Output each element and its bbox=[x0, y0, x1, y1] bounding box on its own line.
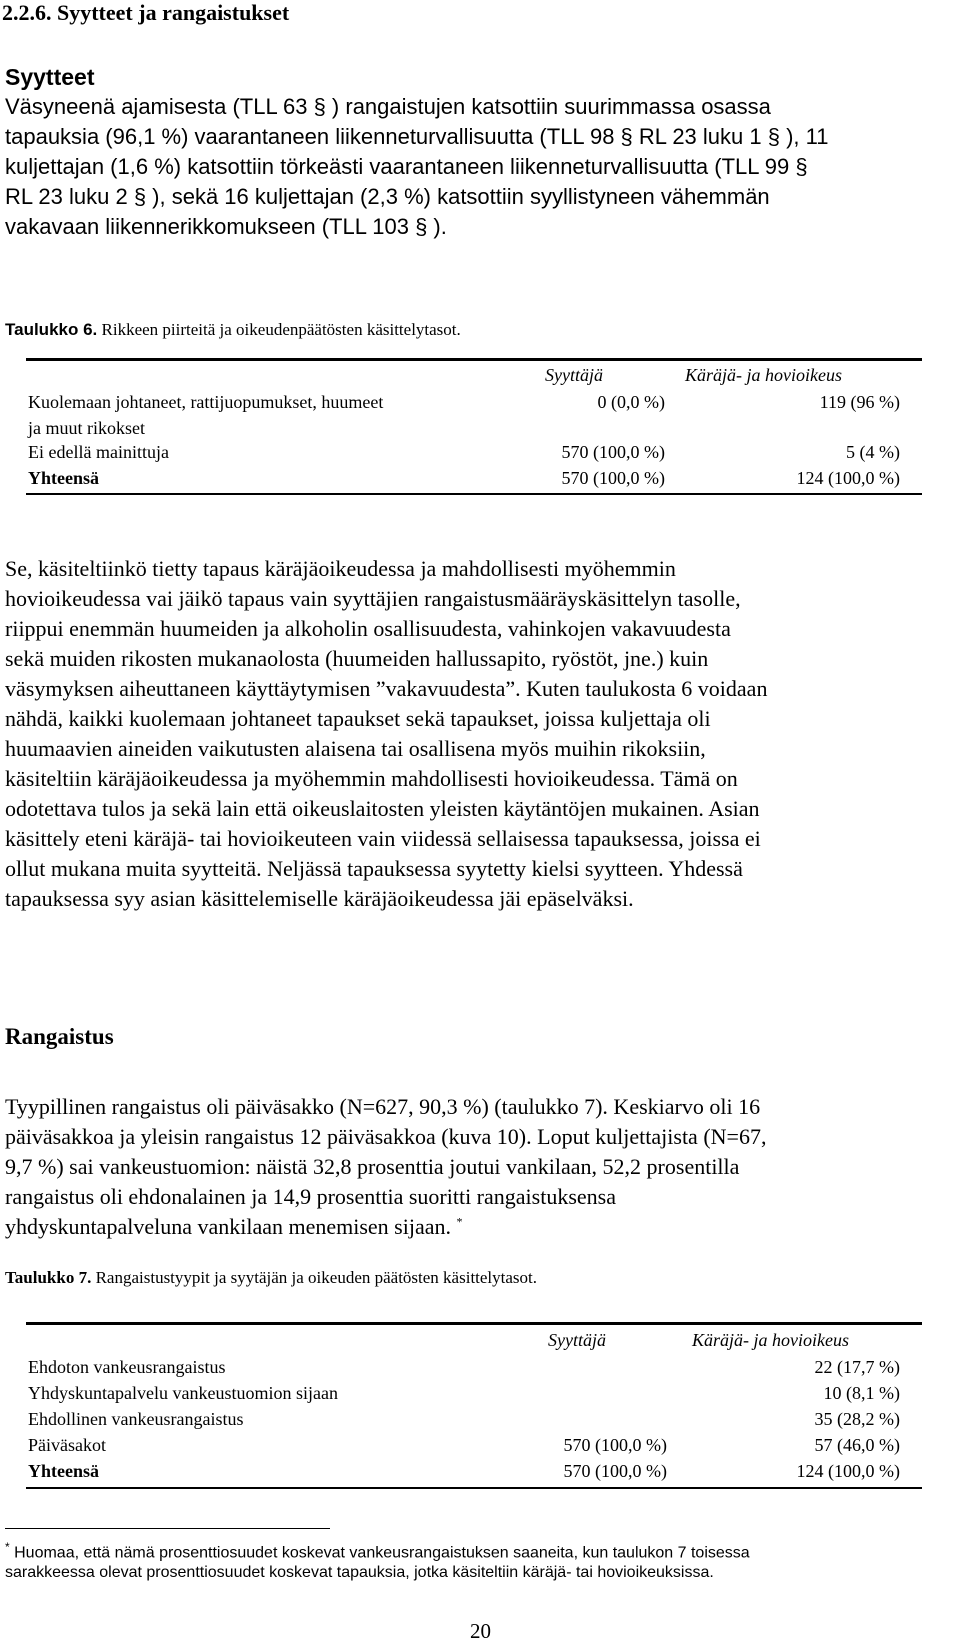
table7-caption bbox=[5, 1268, 537, 1288]
body-paragraph-line: Se, käsiteltiinkö tietty tapaus käräjäoikeudessa ja mahdollisesti myöhemmin bbox=[5, 556, 676, 581]
table6-total-label: Yhteensä bbox=[28, 468, 99, 488]
body-paragraph-line: hovioikeudessa vai jäikö tapaus vain syyttäjien rangaistusmääräyskäsittelyn tasolle, bbox=[5, 586, 741, 611]
table7-row-label: Ehdoton vankeusrangaistus bbox=[28, 1357, 226, 1377]
body-paragraph-line: sekä muiden rikosten mukanaolosta (huumeiden hallussapito, ryöstöt, jne.) kuin bbox=[5, 646, 709, 671]
table7-row-label: Yhdyskuntapalvelu vankeustuomion sijaan bbox=[28, 1383, 338, 1403]
table7-cell-court: 10 (8,1 %) bbox=[823, 1383, 900, 1403]
table7-cell-court: 57 (46,0 %) bbox=[814, 1435, 900, 1455]
table6-total-court: 124 (100,0 %) bbox=[796, 468, 900, 488]
table6-row-label: Ei edellä mainittuja bbox=[28, 442, 169, 462]
charges-heading: Syytteet bbox=[5, 64, 95, 90]
penalty-last-line-text: yhdyskuntapalveluna vankilaan menemisen sijaan. bbox=[5, 1214, 451, 1239]
footnote-line bbox=[5, 1540, 750, 1562]
footnote-marker: * bbox=[5, 1540, 10, 1554]
body-paragraph-line: riippui enemmän huumeiden ja alkoholin osallisuudesta, vahinkojen vakavuudesta bbox=[5, 616, 731, 641]
penalty-paragraph-line: Tyypillinen rangaistus oli päiväsakko (N=627, 90,3 %) (taulukko 7). Keskiarvo oli 16 bbox=[5, 1094, 761, 1119]
penalty-heading: Rangaistus bbox=[5, 1024, 114, 1049]
table7-caption-label: Taulukko 7. bbox=[5, 1268, 92, 1287]
table6-row-label: Kuolemaan johtaneet, rattijuopumukset, huumeet bbox=[28, 392, 384, 412]
page-number: 20 bbox=[470, 1619, 491, 1643]
table6-cell-prosecutor: 570 (100,0 %) bbox=[561, 442, 665, 462]
table7-bottom-rule bbox=[26, 1487, 922, 1489]
footnote-reference-marker: * bbox=[456, 1214, 463, 1229]
penalty-paragraph-line: rangaistus oli ehdonalainen ja 14,9 prosenttia suoritti rangaistuksensa bbox=[5, 1184, 616, 1209]
body-paragraph-line: huumaavien aineiden vaikutusten alaisena tai osallisena myös muihin rikoksiin, bbox=[5, 736, 706, 761]
table7-cell-court: 22 (17,7 %) bbox=[814, 1357, 900, 1377]
table7-total-label: Yhteensä bbox=[28, 1461, 99, 1481]
table6-caption-text: Rikkeen piirteitä ja oikeudenpäätösten käsittelytasot. bbox=[97, 320, 461, 339]
table7-col-header-court: Käräjä- ja hovioikeus bbox=[692, 1330, 849, 1350]
charges-paragraph-line: Väsyneenä ajamisesta (TLL 63 § ) rangaistujen katsottiin suurimmassa osassa bbox=[5, 94, 771, 119]
table6-caption bbox=[5, 320, 461, 340]
table6-row-label-cont: ja muut rikokset bbox=[28, 418, 145, 438]
table7-row-label: Päiväsakot bbox=[28, 1435, 106, 1455]
charges-paragraph-line: kuljettajan (1,6 %) katsottiin törkeästi vaarantaneen liikenneturvallisuutta (TLL 99 § bbox=[5, 154, 808, 179]
table6-cell-court: 5 (4 %) bbox=[846, 442, 900, 462]
body-paragraph-line: käsiteltiin käräjäoikeudessa ja myöhemmin mahdollisesti hovioikeudessa. Tämä on bbox=[5, 766, 738, 791]
table6-cell-prosecutor: 0 (0,0 %) bbox=[597, 392, 665, 412]
penalty-paragraph-line: 9,7 %) sai vankeustuomion: näistä 32,8 prosenttia joutui vankilaan, 52,2 prosentilla bbox=[5, 1154, 740, 1179]
body-paragraph-line: käsittely eteni käräjä- tai hovioikeuteen vain viidessä sellaisessa tapauksessa, joissa ei bbox=[5, 826, 761, 851]
charges-paragraph-line: tapauksia (96,1 %) vaarantaneen liikenneturvallisuutta (TLL 98 § RL 23 luku 1 § ), 11 bbox=[5, 124, 829, 149]
body-paragraph-line: väsymyksen aiheuttaneen käyttäytymisen ”vakavuudesta”. Kuten taulukosta 6 voidaan bbox=[5, 676, 768, 701]
footnote-line: sarakkeessa olevat prosenttiosuudet koskevat tapauksia, jotka käsiteltiin käräjä- tai hovioikeuksissa. bbox=[5, 1564, 714, 1581]
table6-total-prosecutor: 570 (100,0 %) bbox=[561, 468, 665, 488]
penalty-paragraph-line bbox=[5, 1214, 462, 1240]
table6-top-rule bbox=[26, 358, 922, 361]
table6-cell-court: 119 (96 %) bbox=[819, 392, 900, 412]
section-heading: 2.2.6. Syytteet ja rangaistukset bbox=[2, 0, 290, 25]
table7-caption-text: Rangaistustyypit ja syytäjän ja oikeuden päätösten käsittelytasot. bbox=[91, 1268, 538, 1287]
table7-total-prosecutor: 570 (100,0 %) bbox=[563, 1461, 667, 1481]
table7-col-header-prosecutor: Syyttäjä bbox=[548, 1330, 606, 1350]
table7-top-rule bbox=[26, 1322, 922, 1325]
table6-col-header-prosecutor: Syyttäjä bbox=[545, 365, 603, 385]
body-paragraph-line: nähdä, kaikki kuolemaan johtaneet tapaukset sekä tapaukset, joissa kuljettaja oli bbox=[5, 706, 711, 731]
charges-paragraph-line: vakavaan liikennerikkomukseen (TLL 103 § ). bbox=[5, 214, 447, 239]
table6-caption-label: Taulukko 6. bbox=[5, 320, 98, 339]
body-paragraph-line: ollut mukana muita syytteitä. Neljässä tapauksessa syytetty kielsi syytteen. Yhdessä bbox=[5, 856, 743, 881]
footnote-separator bbox=[5, 1528, 330, 1529]
body-paragraph-line: tapauksessa syy asian käsittelemiselle käräjäoikeudessa jäi epäselväksi. bbox=[5, 886, 634, 911]
table6-col-header-court: Käräjä- ja hovioikeus bbox=[685, 365, 842, 385]
footnote-text: Huomaa, että nämä prosenttiosuudet koskevat vankeusrangaistuksen saaneita, kun taulukon 7 toisessa bbox=[9, 1544, 750, 1562]
table7-cell-court: 35 (28,2 %) bbox=[814, 1409, 900, 1429]
table7-cell-prosecutor: 570 (100,0 %) bbox=[563, 1435, 667, 1455]
charges-paragraph-line: RL 23 luku 2 § ), sekä 16 kuljettajan (2,3 %) katsottiin syyllistyneen vähemmän bbox=[5, 184, 770, 209]
table7-total-court: 124 (100,0 %) bbox=[796, 1461, 900, 1481]
penalty-paragraph-line: päiväsakkoa ja yleisin rangaistus 12 päiväsakkoa (kuva 10). Loput kuljettajista (N=67, bbox=[5, 1124, 767, 1149]
table6-bottom-rule bbox=[26, 493, 922, 495]
body-paragraph-line: odotettava tulos ja sekä lain että oikeuslaitosten yleisten käytäntöjen mukainen. Asian bbox=[5, 796, 760, 821]
table7-row-label: Ehdollinen vankeusrangaistus bbox=[28, 1409, 244, 1429]
